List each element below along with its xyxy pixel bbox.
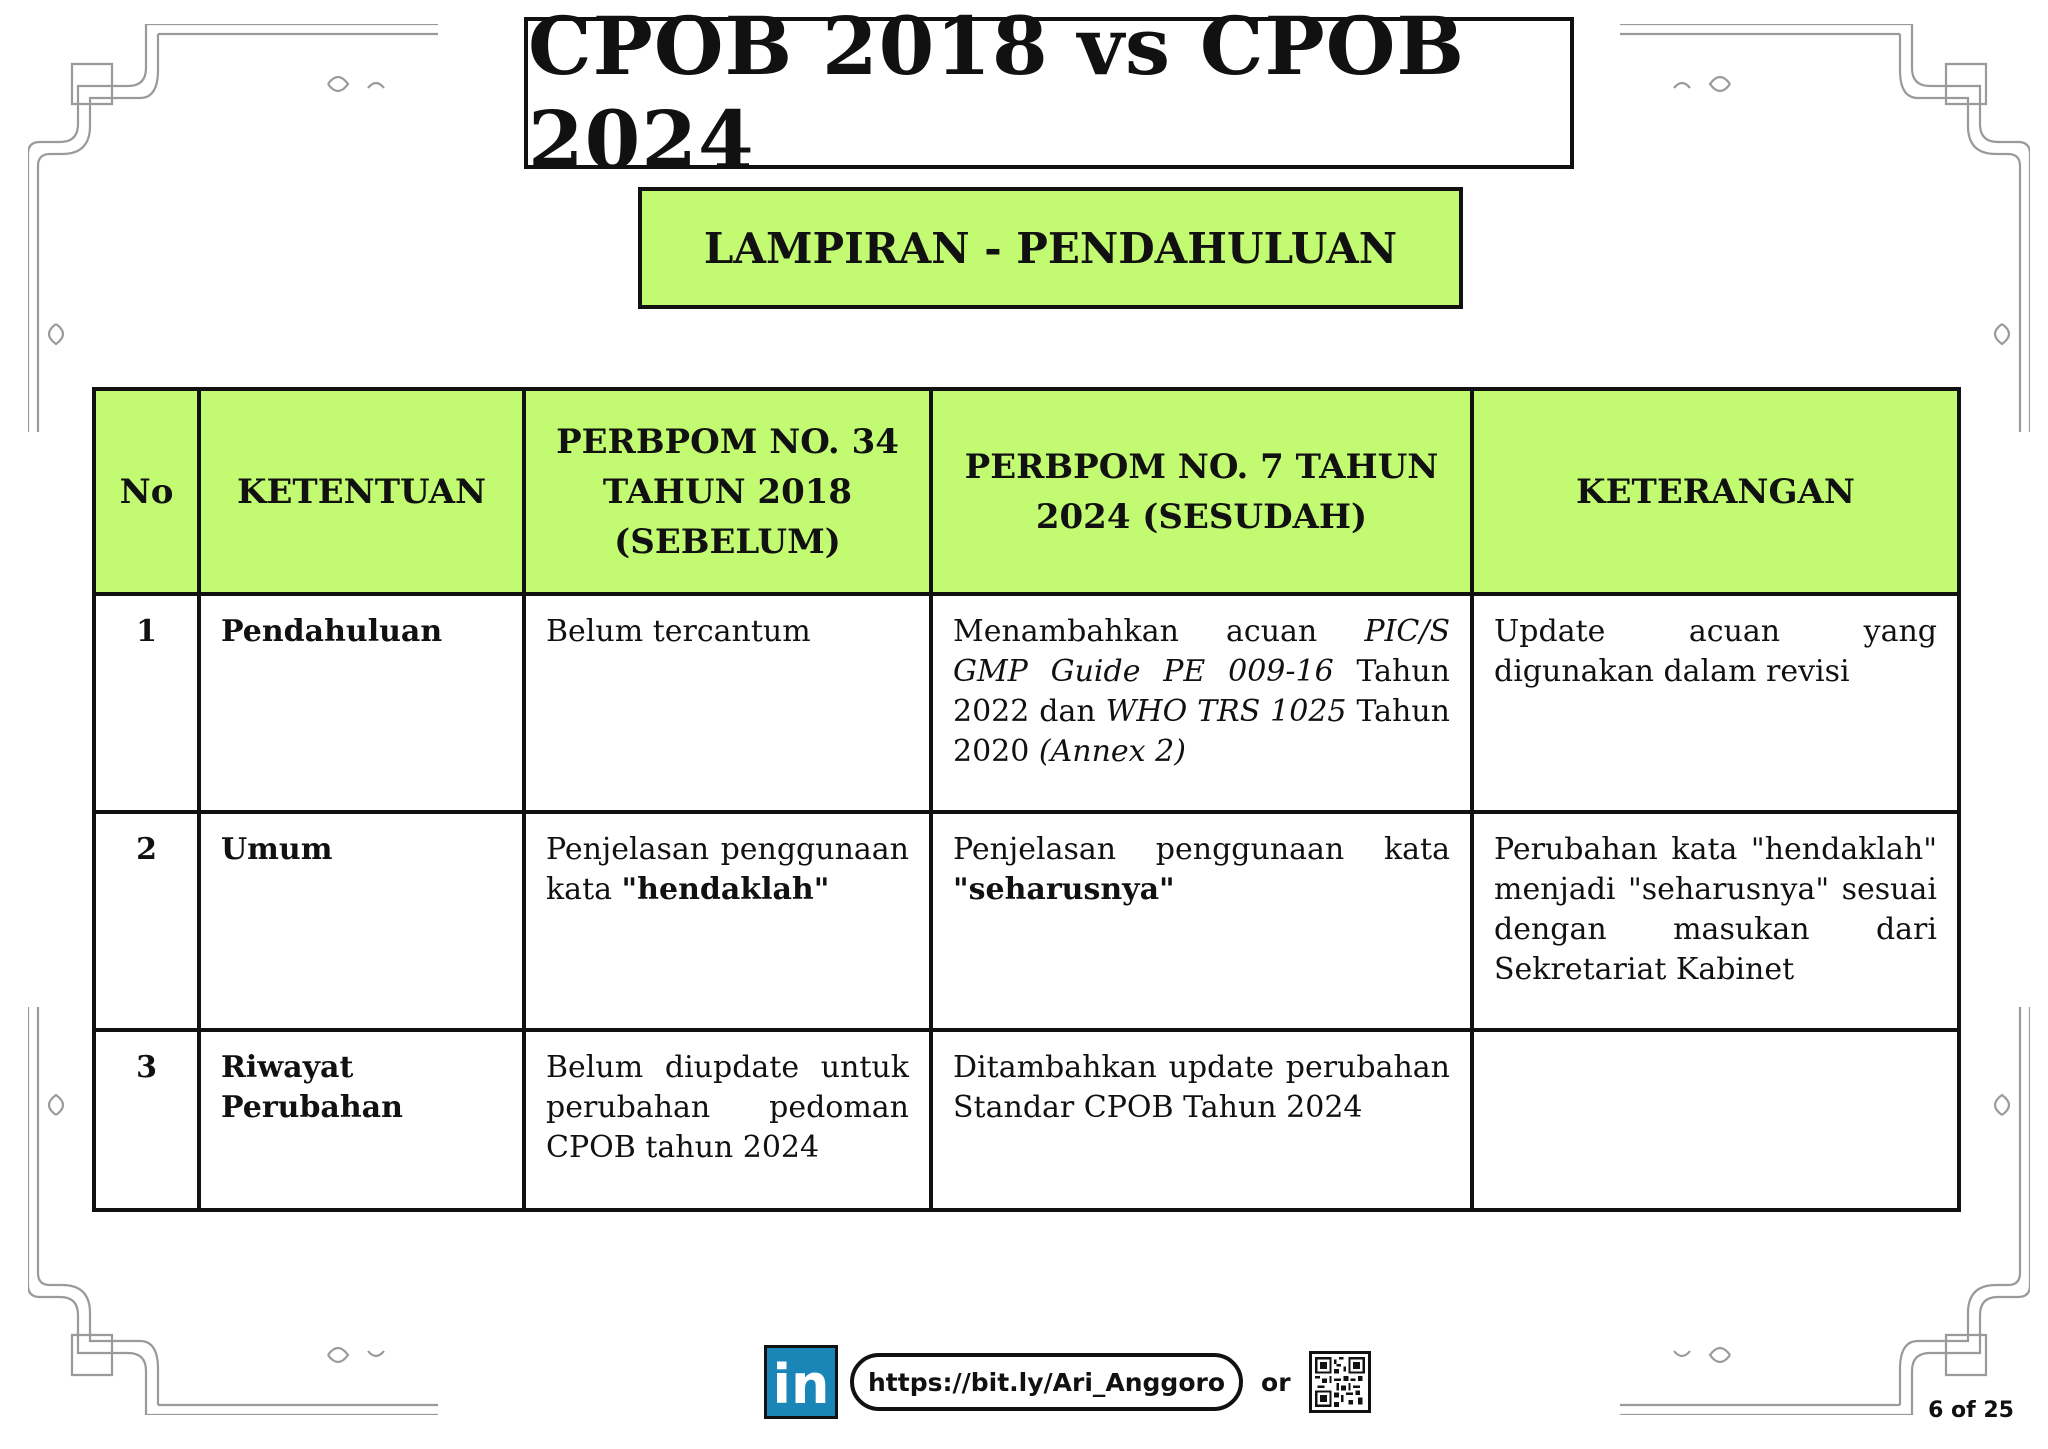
- table-row: [94, 594, 1959, 812]
- cell-ketentuan: Riwayat Perubahan: [199, 1030, 524, 1210]
- linkedin-icon[interactable]: [764, 1345, 838, 1419]
- cell-sesudah: [931, 594, 1472, 812]
- text-run: Tahun 2020: [953, 694, 1450, 769]
- cell-ketentuan: Umum: [199, 812, 524, 1030]
- profile-link[interactable]: https://bit.ly/Ari_Anggoro: [850, 1353, 1243, 1411]
- cell-keterangan: Perubahan kata "hendaklah" menjadi "seharusnya" sesuai dengan masukan dari Sekretariat Kabinet: [1472, 812, 1959, 1030]
- table-header-row: [94, 389, 1959, 594]
- header-no: No: [94, 389, 199, 594]
- text-run: Tahun 2022 dan: [953, 654, 1450, 729]
- cell-sebelum: Belum tercantum: [524, 594, 931, 812]
- italic-reference: PIC/S GMP Guide PE 009-16: [953, 614, 1450, 689]
- page-number: 6 of 25: [1928, 1398, 2014, 1423]
- bold-term: "seharusnya": [953, 872, 1175, 907]
- header-keterangan: KETERANGAN: [1472, 389, 1959, 594]
- cell-sebelum: [524, 812, 931, 1030]
- header-sebelum: PERBPOM NO. 34 TAHUN 2018 (SEBELUM): [524, 389, 931, 594]
- bold-term: "hendaklah": [621, 872, 830, 907]
- cell-sebelum: Belum diupdate untuk perubahan pedoman CPOB tahun 2024: [524, 1030, 931, 1210]
- text-run: Menambahkan acuan: [953, 614, 1365, 649]
- cell-keterangan: [1472, 1030, 1959, 1210]
- page-title: CPOB 2018 vs CPOB 2024: [524, 17, 1574, 169]
- linkedin-icon-text: in: [772, 1353, 830, 1416]
- cell-no: 1: [94, 594, 199, 812]
- italic-reference: (Annex 2): [1038, 734, 1186, 769]
- section-subtitle: LAMPIRAN - PENDAHULUAN: [638, 187, 1463, 309]
- footer: [764, 1345, 1371, 1419]
- cell-no: 3: [94, 1030, 199, 1210]
- header-ketentuan: KETENTUAN: [199, 389, 524, 594]
- header-sesudah: PERBPOM NO. 7 TAHUN 2024 (SESUDAH): [931, 389, 1472, 594]
- cell-ketentuan: Pendahuluan: [199, 594, 524, 812]
- qr-code-icon[interactable]: [1309, 1351, 1371, 1413]
- text-run: Penjelasan penggunaan kata: [546, 832, 909, 907]
- cell-keterangan: Update acuan yang digunakan dalam revisi: [1472, 594, 1959, 812]
- or-label: or: [1261, 1367, 1291, 1397]
- italic-reference: WHO TRS 1025: [1105, 694, 1347, 729]
- cell-sesudah: [931, 812, 1472, 1030]
- cell-no: 2: [94, 812, 199, 1030]
- comparison-table: [92, 387, 1961, 1212]
- text-run: Penjelasan penggunaan kata: [953, 832, 1450, 867]
- table-row: [94, 1030, 1959, 1210]
- table-row: [94, 812, 1959, 1030]
- cell-sesudah: Ditambahkan update perubahan Standar CPOB Tahun 2024: [931, 1030, 1472, 1210]
